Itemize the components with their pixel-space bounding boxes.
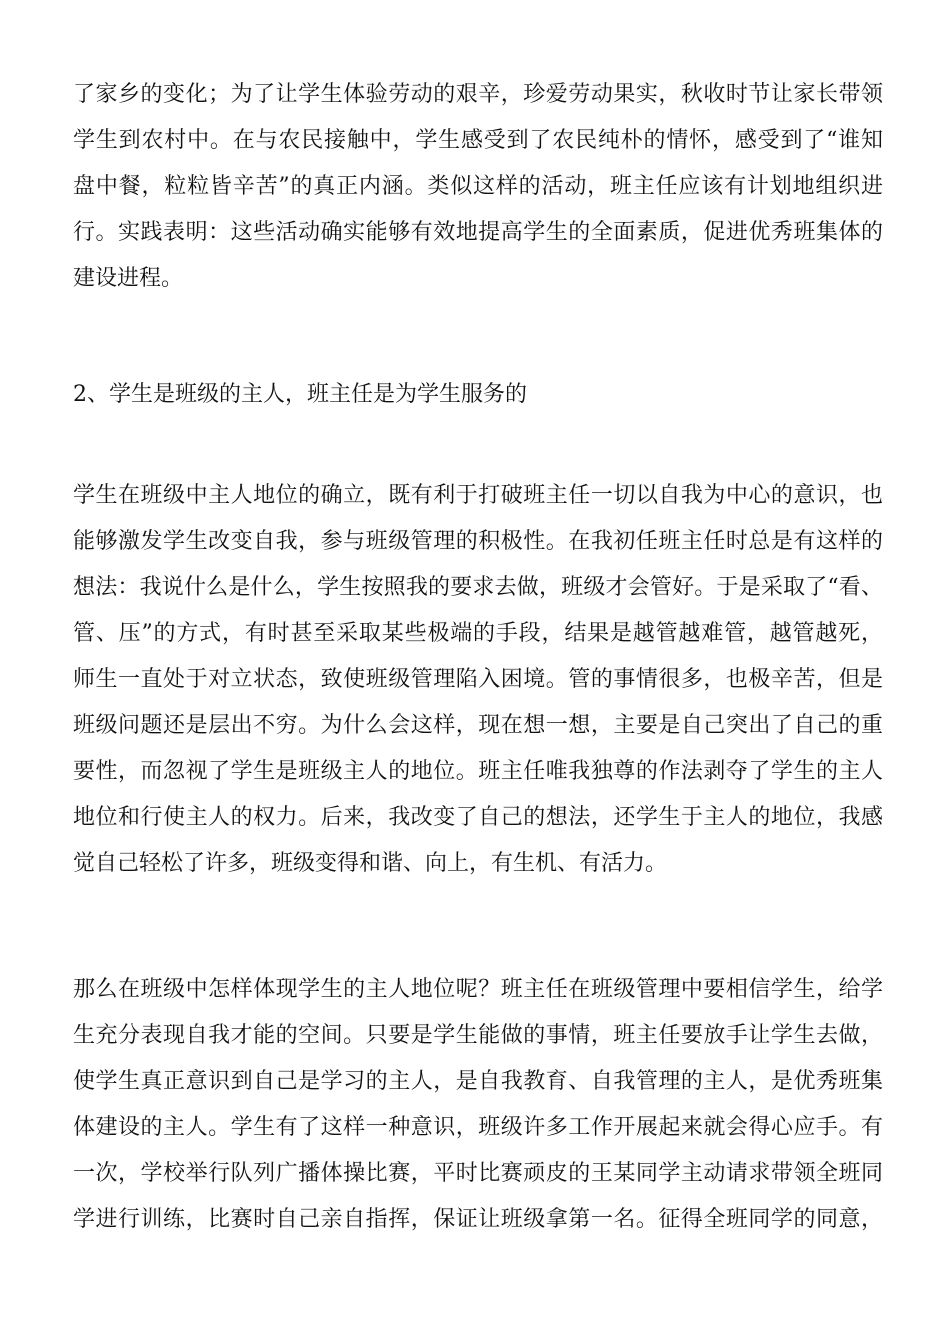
paragraph-line: 能够激发学生改变自我，参与班级管理的积极性。在我初任班主任时总是有这样的	[73, 529, 883, 554]
paragraph-line: 使学生真正意识到自己是学习的主人，是自我教育、自我管理的主人，是优秀班集	[73, 1069, 883, 1094]
paragraph-line: 地位和行使主人的权力。后来，我改变了自己的想法，还学生于主人的地位，我感	[73, 805, 883, 830]
paragraph-1	[73, 72, 883, 302]
paragraph-line: 师生一直处于对立状态，致使班级管理陷入困境。管的事情很多，也极辛苦，但是	[73, 667, 883, 692]
paragraph-line: 行。实践表明：这些活动确实能够有效地提高学生的全面素质，促进优秀班集体的	[73, 220, 883, 245]
paragraph-line: 建设进程。	[73, 266, 184, 291]
paragraph-line: 想法：我说什么是什么，学生按照我的要求去做，班级才会管好。于是采取了“看、	[73, 575, 883, 600]
paragraph-2	[73, 473, 883, 887]
paragraph-line: 班级问题还是层出不穷。为什么会这样，现在想一想，主要是自己突出了自己的重	[73, 713, 883, 738]
paragraph-line: 那么在班级中怎样体现学生的主人地位呢？班主任在班级管理中要相信学生，给学	[73, 977, 883, 1002]
paragraph-line: 学生到农村中。在与农民接触中，学生感受到了农民纯朴的情怀，感受到了“谁知	[73, 128, 883, 153]
paragraph-line: 生充分表现自我才能的空间。只要是学生能做的事情，班主任要放手让学生去做，	[73, 1023, 883, 1048]
paragraph-line: 了家乡的变化；为了让学生体验劳动的艰辛，珍爱劳动果实，秋收时节让家长带领	[73, 82, 883, 107]
paragraph-line: 学进行训练，比赛时自己亲自指挥，保证让班级拿第一名。征得全班同学的同意，	[73, 1207, 883, 1232]
paragraph-line: 管、压”的方式，有时甚至采取某些极端的手段，结果是越管越难管，越管越死，	[73, 621, 883, 646]
paragraph-3	[73, 967, 883, 1243]
paragraph-line: 一次，学校举行队列广播体操比赛，平时比赛顽皮的王某同学主动请求带领全班同	[73, 1161, 883, 1186]
paragraph-line: 学生在班级中主人地位的确立，既有利于打破班主任一切以自我为中心的意识，也	[73, 483, 883, 508]
paragraph-line: 要性，而忽视了学生是班级主人的地位。班主任唯我独尊的作法剥夺了学生的主人	[73, 759, 883, 784]
paragraph-line: 觉自己轻松了许多，班级变得和谐、向上，有生机、有活力。	[73, 851, 668, 876]
paragraph-line: 盘中餐，粒粒皆辛苦”的真正内涵。类似这样的活动，班主任应该有计划地组织进	[73, 174, 883, 199]
section-heading-text: 2、学生是班级的主人，班主任是为学生服务的	[73, 382, 527, 407]
section-heading	[73, 372, 883, 418]
paragraph-line: 体建设的主人。学生有了这样一种意识，班级许多工作开展起来就会得心应手。有	[73, 1115, 883, 1140]
